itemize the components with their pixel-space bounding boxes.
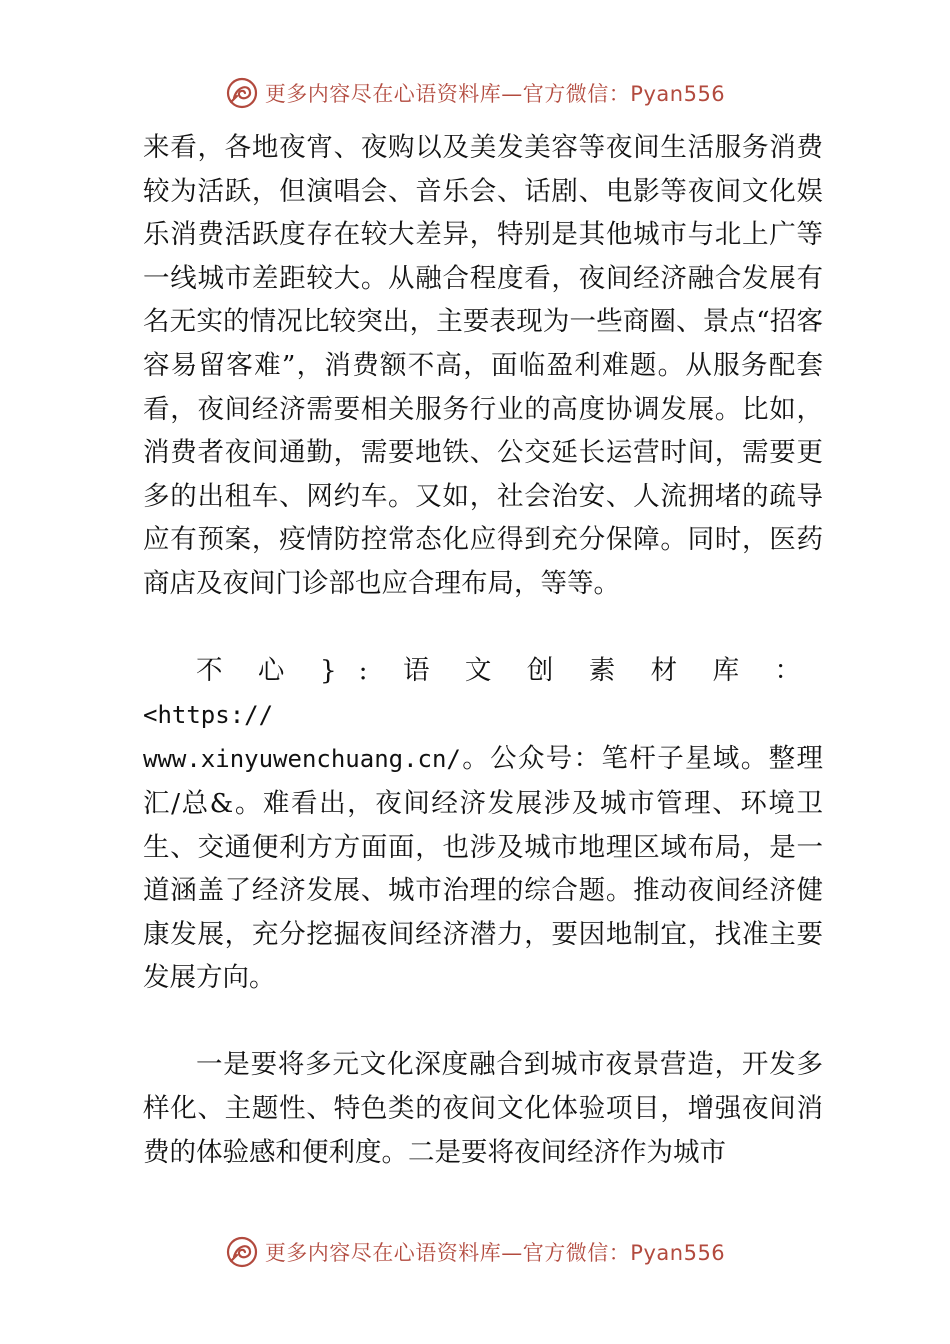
swirl-logo-icon xyxy=(225,1235,259,1269)
header-banner xyxy=(0,71,950,115)
footer-banner xyxy=(0,1230,950,1274)
paragraph-2-url-end: www.xinyuwenchuang.cn/ xyxy=(143,745,461,774)
paragraph-2-url-start: <https:// xyxy=(143,700,274,729)
paragraph-2-rest: 。公众号：笔杆子星域。整理汇/总&。难看出，夜间经济发展涉及城市管理、环境卫生、交通便利方方面面，也涉及城市地理区域布局，是一道涵盖了经济发展、城市治理的综合题。推动夜间经济健康发展，充分挖掘夜间经济潜力，要因地制宜，找准主要发展方向。 xyxy=(143,743,823,994)
footer-banner-text: 更多内容尽在心语资料库—官方微信：Pyan556 xyxy=(264,1241,726,1265)
header-banner-text: 更多内容尽在心语资料库—官方微信：Pyan556 xyxy=(264,82,726,106)
paragraph-1: 来看，各地夜宵、夜购以及美发美容等夜间生活服务消费较为活跃，但演唱会、音乐会、话剧、电影等夜间文化娱乐消费活跃度存在较大差异，特别是其他城市与北上广等一线城市差距较大。从融合程度看，夜间经济融合发展有名无实的情况比较突出，主要表现为一些商圈、景点“招客容易留客难”，消费额不高，面临盈利难题。从服务配套看，夜间经济需要相关服务行业的高度协调发展。比如，消费者夜间通勤，需要地铁、公交延长运营时间，需要更多的出租车、网约车。又如，社会治安、人流拥堵的疏导应有预案，疫情防控常态化应得到充分保障。同时，医药商店及夜间门诊部也应合理布局，等等。 xyxy=(143,132,823,599)
paragraph-3: 一是要将多元文化深度融合到城市夜景营造，开发多样化、主题性、特色类的夜间文化体验项目，增强夜间消费的体验感和便利度。二是要将夜间经济作为城市 xyxy=(143,1049,823,1168)
paragraph-2 xyxy=(143,649,823,1000)
paragraph-gap xyxy=(143,1000,823,1044)
paragraph-gap xyxy=(143,606,823,650)
swirl-logo-icon xyxy=(225,76,259,110)
paragraph-2-lead: 不心}:语文创素材库： xyxy=(196,655,823,687)
document-body xyxy=(143,126,823,1174)
